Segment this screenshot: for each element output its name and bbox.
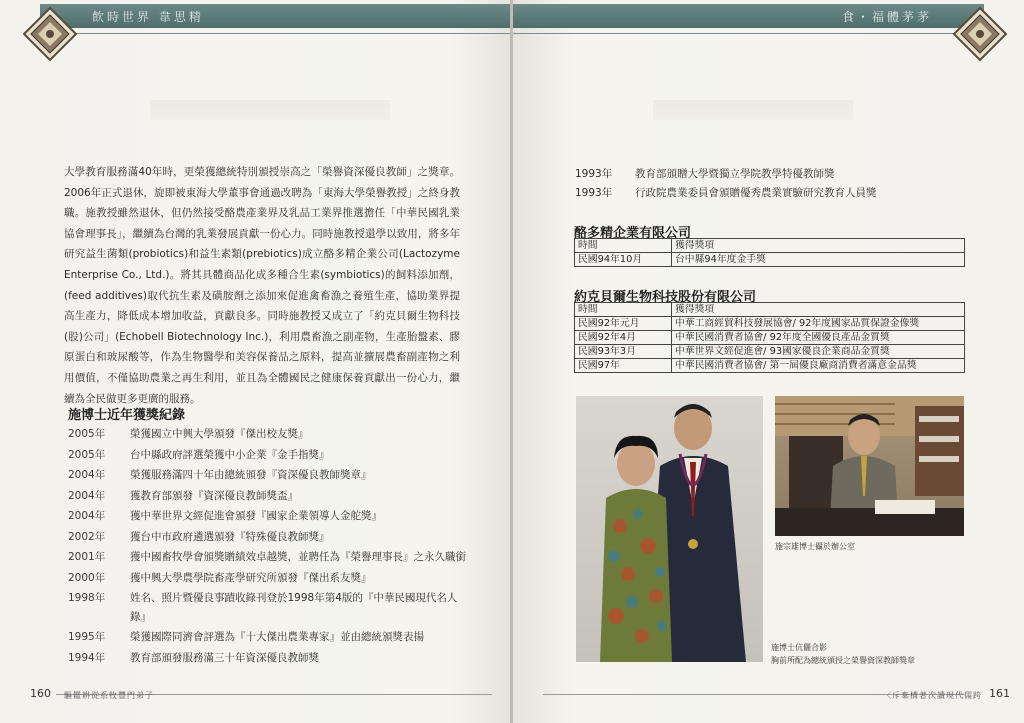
left-header-title: 飲時世界 韋思精 xyxy=(92,10,204,24)
award-row xyxy=(68,507,468,526)
table-row xyxy=(575,345,965,359)
award-text: 台中縣政府評選榮獲中小企業『金手指獎』 xyxy=(130,448,330,461)
top-award-text: 行政院農業委員會頒贈優秀農業實驗研究教育人員獎 xyxy=(635,187,877,199)
table-row xyxy=(575,331,965,345)
cell-award: 中華民國消費者協會/ 第一屆優良廠商消費者滿意金品獎 xyxy=(672,359,965,373)
top-award-row xyxy=(575,184,995,203)
left-header-bar xyxy=(40,4,512,28)
cell-date: 民國92年4月 xyxy=(575,331,672,345)
office-photo-caption: 施宗雄博士攝於辦公室 xyxy=(775,542,855,551)
diamond-emblem-icon xyxy=(952,6,1008,62)
top-award-year: 1993年 xyxy=(575,168,613,180)
awards-heading: 施博士近年獲獎紀錄 xyxy=(68,408,186,423)
cell-date: 民國97年 xyxy=(575,359,672,373)
award-text: 教育部頒發服務滿三十年資深優良教師獎 xyxy=(130,651,319,664)
award-year: 2004年 xyxy=(68,469,106,481)
award-year: 2002年 xyxy=(68,530,106,543)
award-row xyxy=(68,466,468,485)
company1-name: 酪多精企業有限公司 xyxy=(574,226,692,241)
award-row xyxy=(68,425,468,444)
cell-date: 民國93年3月 xyxy=(575,345,672,359)
award-year: 1998年 xyxy=(68,592,106,604)
awards-list xyxy=(68,425,468,669)
intro-paragraph: 大學教育服務滿40年時，更榮獲總統特別頒授崇高之「榮譽資深優良教師」之獎章。2006年正式退休，旋即被東海大學董事會通過改聘為「東海大學榮譽教授」之終身教職。施教授雖然退休，但仍然接受酪農產業界及乳品工業界推選擔任「中華民國乳業協會理事長」，繼續為台灣的乳業發展貢獻一份心力。同時施教授還學以致用，將多年研究益生菌類(probiotics)和益生素類(prebiotics)成立酪多精企業公司(Lactozyme Enterprise Co., Ltd.)。將其具體商品化成多種合生素(symbiotics)的飼料添加劑，(feed additives)取代抗生素及磺胺劑之添加來促進禽畜漁之養殖生產，協助業界提高生產力，降低成本增加收益，貢獻良多。同時施教授又成立了「約克貝爾生物科技(股)公司」(Echobell Biotechnology Inc.)，利用農畜漁之副產物，生產胎盤素、膠原蛋白和玻尿酸等，作為生物醫學和美容保養品之原料，提高並擴展農畜副產物之利用價值，不僅協助農業之再生利用，並且為全體國民之健康保養貢獻出一份心力，繼續為全民做更多更廣的服務。 xyxy=(64,166,460,405)
award-year: 2005年 xyxy=(68,428,106,440)
right-page-number: 161 xyxy=(989,687,1010,700)
award-year: 2000年 xyxy=(68,571,106,584)
cell-award: 中華民國消費者協會/ 92年度全國優良產品金質獎 xyxy=(672,331,965,345)
cell-date: 民國94年10月 xyxy=(575,253,672,267)
company2-award-table xyxy=(574,302,965,373)
table-row xyxy=(575,359,965,373)
right-header-bar xyxy=(513,4,984,28)
award-year: 2005年 xyxy=(68,448,106,461)
award-text: 榮獲國際同濟會評選為『十大傑出農業專家』並由總統頒獎表揚 xyxy=(130,631,424,643)
award-text: 姓名、照片暨優良事蹟收錄刊登於1998年第4版的『中華民國現代名人錄』 xyxy=(130,592,458,623)
award-text: 榮獲國立中興大學頒發『傑出校友獎』 xyxy=(130,428,309,440)
table-row xyxy=(575,253,965,267)
header-cell-date: 時間 xyxy=(575,303,672,317)
cell-award: 台中縣94年度金手獎 xyxy=(672,253,965,267)
award-row xyxy=(68,528,468,547)
right-header-title: 食・福體茅茅 xyxy=(841,10,932,24)
award-row xyxy=(68,548,468,567)
table-row xyxy=(575,317,965,331)
cell-date: 民國92年元月 xyxy=(575,317,672,331)
top-award-text: 教育部頒贈大學暨獨立學院教學特優教師獎 xyxy=(635,168,835,180)
header-cell-date: 時間 xyxy=(575,239,672,253)
company1-award-table xyxy=(574,238,965,267)
right-page xyxy=(513,0,1024,723)
couple-photo-caption-1: 施博士伉儷合影 xyxy=(771,643,827,652)
couple-photo xyxy=(576,396,763,662)
top-award-year: 1993年 xyxy=(575,187,613,199)
award-row xyxy=(68,649,468,668)
company2-name: 約克貝爾生物科技股份有限公司 xyxy=(574,290,757,305)
award-row xyxy=(68,487,468,506)
diamond-emblem-icon xyxy=(22,6,78,62)
award-year: 2001年 xyxy=(68,551,106,563)
award-text: 獲教育部頒發『資深優良教師獎盃』 xyxy=(130,489,298,502)
award-text: 獲中國畜牧學會頒獎贈績效卓越獎，並聘任為『榮譽理事長』之永久職銜 xyxy=(130,551,466,563)
header-cell-award: 獲得獎項 xyxy=(672,303,965,317)
cell-award: 中華世界文經促進會/ 93國家優良企業商品金質獎 xyxy=(672,345,965,359)
award-text: 獲中華世界文經促進會頒發『國家企業領導人金舵獎』 xyxy=(130,510,382,522)
award-year: 1995年 xyxy=(68,631,106,643)
header-cell-award: 獲得獎項 xyxy=(672,239,965,253)
award-text: 榮獲服務滿四十年由總統頒發『資深優良教師獎章』 xyxy=(130,469,372,481)
left-page-number: 160 xyxy=(30,687,51,700)
award-text: 獲中興大學農學院畜產學研究所頒發『傑出系友獎』 xyxy=(130,571,372,584)
award-row xyxy=(68,446,468,465)
top-award-row xyxy=(575,165,995,184)
couple-photo-caption-2: 胸前所配為總統頒授之榮譽資深教師獎章 xyxy=(771,656,915,665)
cell-award: 中華工商經貿科技發展協會/ 92年度國家品質保證金像獎 xyxy=(672,317,965,331)
award-year: 2004年 xyxy=(68,510,106,522)
award-text: 獲台中市政府遴選頒發『特殊優良教師獎』 xyxy=(130,530,330,543)
award-row xyxy=(68,569,468,588)
office-photo xyxy=(775,396,964,536)
award-row xyxy=(68,628,468,647)
award-year: 2004年 xyxy=(68,489,106,502)
table-header-row xyxy=(575,239,965,253)
award-row xyxy=(68,589,468,626)
top-awards-list xyxy=(575,165,995,203)
left-footer-text: 驅鑑耕從系牧豐門弟子 xyxy=(64,691,154,700)
table-header-row xyxy=(575,303,965,317)
right-footer-text: 〈斥棄構著次讀現代儒跨 xyxy=(883,691,982,700)
award-year: 1994年 xyxy=(68,651,106,664)
